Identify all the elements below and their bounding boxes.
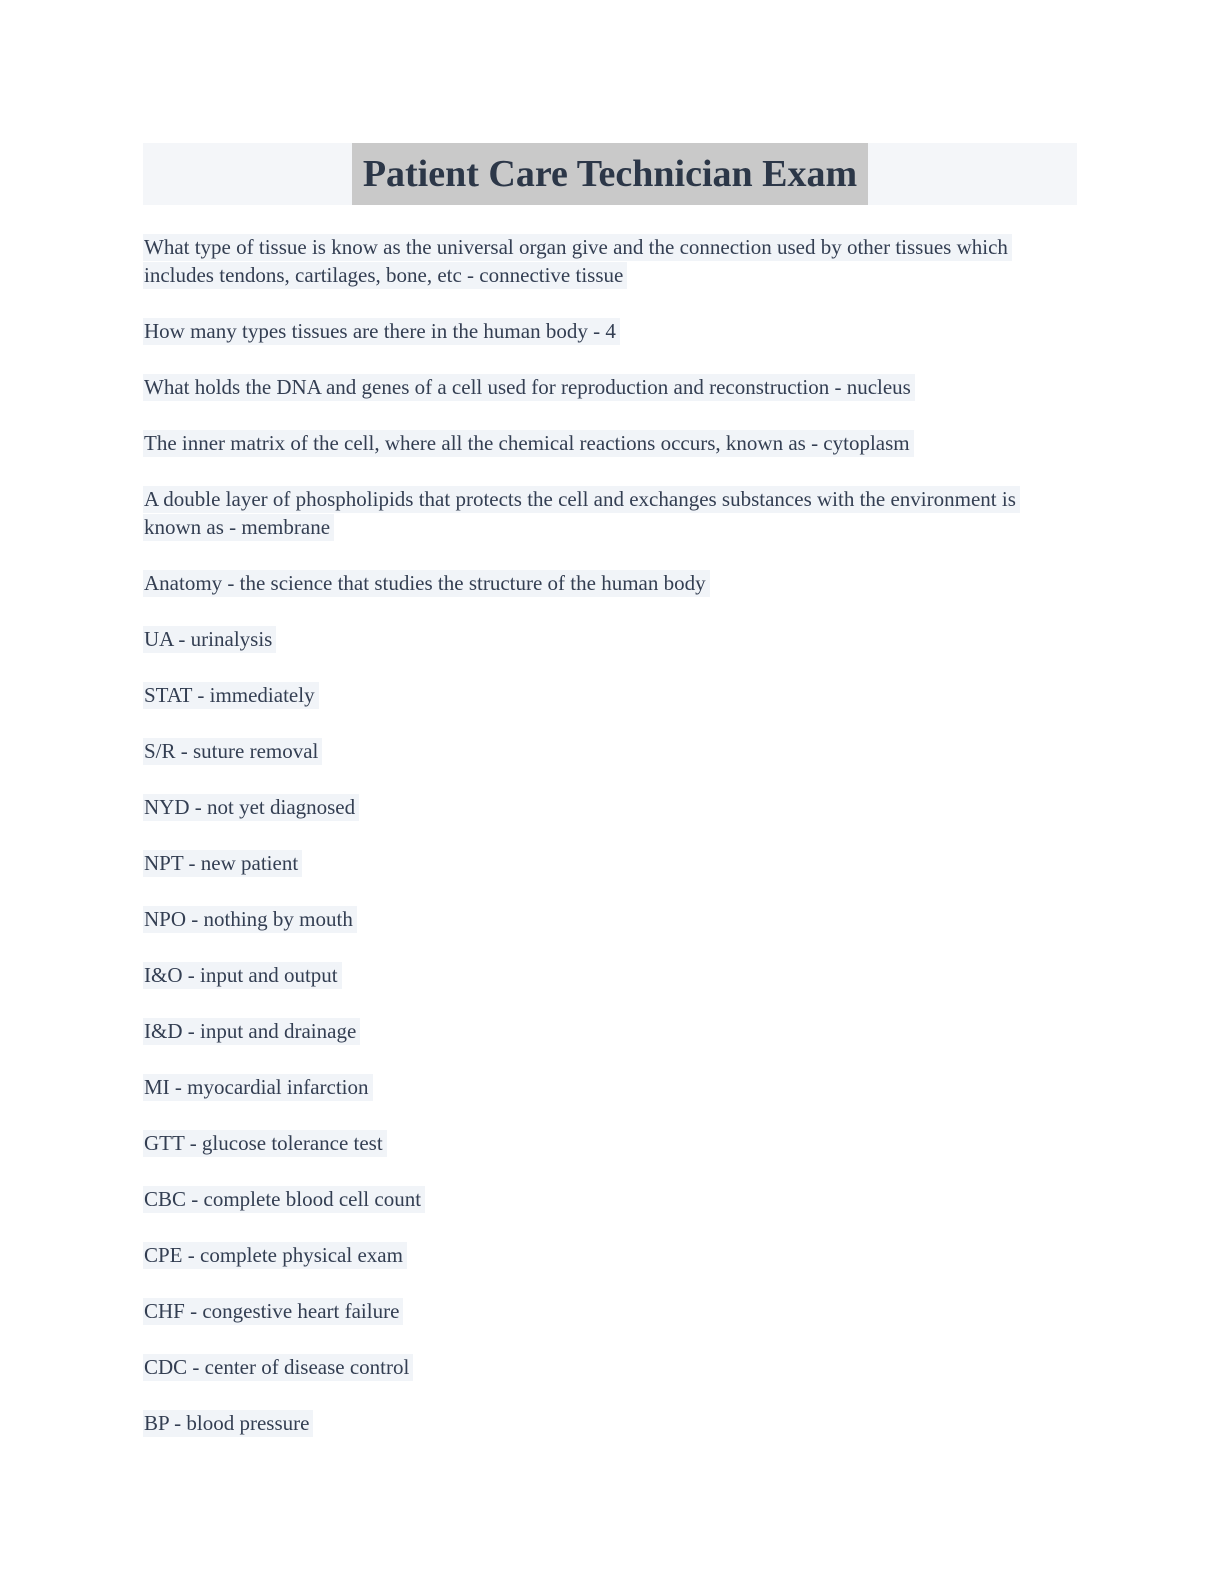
qa-line (143, 849, 1077, 877)
qa-line-text: CPE - complete physical exam (143, 1242, 407, 1269)
qa-line (143, 1353, 1077, 1381)
qa-line (143, 429, 1077, 457)
qa-line-text: How many types tissues are there in the human body - 4 (143, 318, 620, 345)
qa-line (143, 905, 1077, 933)
qa-line (143, 1017, 1077, 1045)
qa-line (143, 1297, 1077, 1325)
qa-line-text: GTT - glucose tolerance test (143, 1130, 387, 1157)
qa-line (143, 1241, 1077, 1269)
qa-line (143, 1185, 1077, 1213)
qa-line-text: What type of tissue is know as the universal organ give and the connection used by other tissues which includes tendons, cartilages, bone, etc - connective tissue (143, 234, 1012, 289)
qa-line (143, 233, 1077, 289)
title-band (143, 143, 1077, 205)
qa-line-text: I&D - input and drainage (143, 1018, 360, 1045)
qa-line-text: STAT - immediately (143, 682, 319, 709)
qa-line-text: NYD - not yet diagnosed (143, 794, 359, 821)
qa-line (143, 317, 1077, 345)
qa-line-text: What holds the DNA and genes of a cell used for reproduction and reconstruction - nucleus (143, 374, 915, 401)
qa-line (143, 1409, 1077, 1437)
qa-line (143, 373, 1077, 401)
qa-line-text: BP - blood pressure (143, 1410, 313, 1437)
qa-list (143, 233, 1077, 1437)
qa-line (143, 961, 1077, 989)
qa-line-text: NPO - nothing by mouth (143, 906, 357, 933)
qa-line-text: The inner matrix of the cell, where all the chemical reactions occurs, known as - cytoplasm (143, 430, 914, 457)
qa-line (143, 681, 1077, 709)
qa-line (143, 1129, 1077, 1157)
qa-line (143, 625, 1077, 653)
qa-line-text: CDC - center of disease control (143, 1354, 413, 1381)
qa-line-text: NPT - new patient (143, 850, 302, 877)
qa-line (143, 569, 1077, 597)
qa-line-text: A double layer of phospholipids that protects the cell and exchanges substances with the environment is known as - membrane (143, 486, 1020, 541)
qa-line-text: UA - urinalysis (143, 626, 276, 653)
qa-line-text: I&O - input and output (143, 962, 342, 989)
qa-line-text: MI - myocardial infarction (143, 1074, 373, 1101)
qa-line (143, 793, 1077, 821)
qa-line (143, 737, 1077, 765)
qa-line-text: CBC - complete blood cell count (143, 1186, 425, 1213)
qa-line-text: CHF - congestive heart failure (143, 1298, 403, 1325)
qa-line (143, 1073, 1077, 1101)
qa-line-text: S/R - suture removal (143, 738, 322, 765)
qa-line (143, 485, 1077, 541)
qa-line-text: Anatomy - the science that studies the structure of the human body (143, 570, 710, 597)
page-title: Patient Care Technician Exam (352, 143, 868, 205)
